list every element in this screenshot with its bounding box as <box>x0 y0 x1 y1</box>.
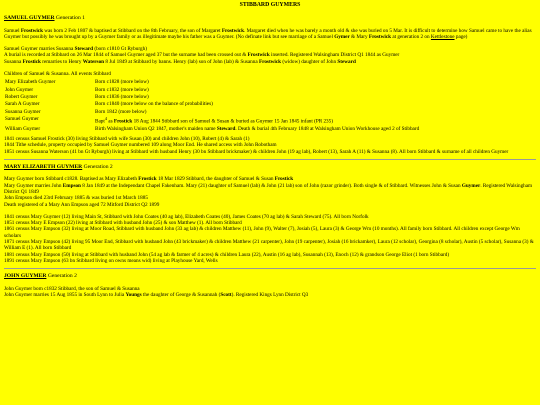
text-run: Samuel <box>4 27 21 34</box>
child-name: Susanna Guymer <box>5 108 41 115</box>
text-run: page) <box>454 33 468 40</box>
text-run: ). Registered Kings Lynn District Q3 <box>231 291 309 298</box>
text-run: at generation 2 on <box>391 33 431 40</box>
text-run: John Guymer marries 15 Aug 1855 in South Lynn to Julia <box>4 291 126 298</box>
text-run: 8 Jul 1849 at Stibbard by banns. Henry (lab) son of John (lab) & Susanna <box>104 58 259 65</box>
census-line: 1861 census Mary Empson (32) living at Moor Road, Stibbard with husband John (33 ag lab) & children Matthew (11), John (9), Walter (7), Josiah (5), Laura (3) & George Wm (10 months). All family born Stibbard. All children except George Wm scholars <box>4 226 520 239</box>
text-run: John Empson died 23rd February 1885 & was buried 1st March 1885 <box>4 195 148 202</box>
emphasised-surname: Steward <box>74 46 94 53</box>
text-run: A burial is recorded at Stibbard on 26 Mar 1844 of Samuel Guymer aged 37 but the surname had been crossed out & <box>4 52 248 59</box>
child-detail <box>94 101 516 108</box>
text-run: Born 1842 (more below) <box>95 108 147 115</box>
census-line: 1841 census Samuel Frostick (30) living Stibbard with wife Susan (30) and children John (10), Robert (4) & Sarah (1) <box>4 136 250 143</box>
emphasised-surname: Scott <box>220 291 232 298</box>
child-name: Sarah A Guymer <box>5 101 40 108</box>
child-name: John Guymer <box>5 86 34 93</box>
paragraph <box>4 28 536 41</box>
text-run: was born 2 Feb 1807 & baptised at Stibbard on the 8th February, the son of Margaret <box>42 27 222 34</box>
text-run: . Registered Walsingham District Q1 1849 <box>4 182 533 195</box>
section-divider <box>4 159 536 160</box>
census-line: 1851 census Mary E Empson (22) living at Stibbard with husband John (25) & son Matthew (1). All born Stibbard <box>4 220 242 227</box>
child-row <box>4 101 516 108</box>
census-line: 1891 census Mary Empson (63 bn Stibbard living on owns means wid) living at Playhouse Yard, Wells <box>4 257 218 264</box>
person-name: SAMUEL GUYMER <box>4 15 55 22</box>
child-name: William Guymer <box>5 125 41 132</box>
text-run: Born c1840 (more below on the balance of probabilities) <box>95 101 213 108</box>
child-detail <box>94 109 516 116</box>
emphasised-surname: Frostwick <box>247 52 270 59</box>
children-table <box>4 79 516 133</box>
john-guymer-section <box>4 273 536 298</box>
census-line: 1871 census Mary Empson (42) living 95 Moor End, Stibbard with husband John (43 brickmaker) & children Matthew (21 carpenter), John (19 carpenter), Josiah (16 brickamker), Laura (12 scholar), Georgina (8 scholar), Austin (5 scholar), Susanna (3) & William E (1). All born Stibbard <box>4 239 534 252</box>
census-line: 1881 census Mary Empson (50) living at Stibbard with husband John (54 ag lab & farmer of 4 acres) & children Laura (22), Austin (16 ag lab), Susannah (13), Enoch (12) & grandson George Eliot (1 born Stibbard) <box>4 251 450 258</box>
mary-elizabeth-guymer-section <box>4 164 536 264</box>
emphasised-surname: Waterson <box>82 58 105 65</box>
person-name: MARY ELIZABETH GUYMER <box>4 164 83 171</box>
text-run: & Mary <box>349 33 369 40</box>
text-run: 8 Jan 1849 at the Independant Chapel Fakenham. Mary (21) daughter of Samuel (lab) & John (21 lab) son of John (razor grinder). Both single & of Stibbard. Witnesses John & Susan <box>80 182 462 189</box>
text-run: John Guymer born c1832 Stibbard, the son of Samuel & Susanna <box>4 285 140 292</box>
emphasised-surname: Frostwick <box>368 33 392 40</box>
text-run: Bapt <box>95 118 105 125</box>
john-biography <box>4 286 536 299</box>
person-name: JOHN GUYMER <box>4 273 47 280</box>
child-name: Samuel Guymer <box>5 115 39 122</box>
text-run: (born c1810 Gt Ryburgh) <box>93 46 147 53</box>
samuel-census-records <box>4 136 536 155</box>
section-divider <box>4 268 536 269</box>
child-row <box>4 109 516 116</box>
link-text[interactable]: Kettlestone <box>430 33 455 40</box>
child-detail <box>94 87 516 94</box>
text-run: . Death & burial 4th February 1848 at Walsingham Union Workhouse aged 2 of Stibbard <box>235 125 420 132</box>
emphasised-surname: Frostwick <box>258 58 282 65</box>
emphasised-surname: Empson <box>62 182 81 189</box>
child-name: Robert Guymer <box>5 93 38 100</box>
emphasised-surname: Frostick <box>138 176 157 183</box>
child-row <box>4 87 516 94</box>
census-line: 1851 census Susanna Waterson (41 bn Gt Ryburgh) living at Stibbard with husband Henry (30 bn Stibbard brickmaker) & children John (19 ag lab), Robert (13), Sarah A (11) & Susanna (8). All born Stibbard & surname of all children Guymer <box>4 148 509 155</box>
text-run: 4 <box>104 115 107 121</box>
samuel-biography <box>4 28 536 41</box>
paragraph <box>4 183 536 196</box>
text-run: Birth Walsingham Union Q2 1847, mother's maiden name <box>95 125 217 132</box>
emphasised-surname: Steward <box>216 125 236 132</box>
generation-label: Generation 2 <box>47 273 77 280</box>
child-detail <box>94 79 516 86</box>
child-detail <box>94 116 516 126</box>
text-run: Born c1836 (more below) <box>95 93 149 100</box>
text-run: 18 Mar 1829 Stibbard, the daughter of Samuel & Susan <box>156 176 275 183</box>
child-detail <box>94 126 516 133</box>
emphasised-surname: Guymer <box>461 182 481 189</box>
generation-label: Generation 1 <box>55 15 85 22</box>
emphasised-surname: Frostick <box>113 118 133 125</box>
text-run: remarries to Henry <box>40 58 83 65</box>
samuel-marriage-text <box>4 46 536 65</box>
child-row <box>4 79 516 86</box>
text-run: Mary Guymer born Stibbard c1828. Baptised as Mary Elizabeth <box>4 176 139 183</box>
child-name: Mary Elizabeth Guymer <box>5 79 56 86</box>
text-run: Susanna <box>4 58 23 65</box>
generation-label: Generation 2 <box>83 164 113 171</box>
text-run: Death registered of a Mary Ann Empson aged 72 Mitford District Q2 1899 <box>4 201 160 208</box>
text-run: 18 Aug 1844 Stibbard son of Samuel & Susan & buried as Guymer 15 Jan 1845 infant (PR 235) <box>132 118 333 125</box>
mary-census-records <box>4 214 536 264</box>
emphasised-surname: Steward <box>337 58 356 65</box>
mary-biography <box>4 176 536 207</box>
paragraph <box>4 292 536 298</box>
text-run: Born c1828 (more below) <box>95 79 149 86</box>
emphasised-surname: Frostwick <box>221 27 244 34</box>
text-run: Mary Guymer marries John <box>4 182 63 189</box>
text-run: . Margaret died when he was barely a month old & she was buried on 5 Mar. It is difficult to determine how Samuel came to have the alias Guymer but possibly he was brought up by a Guymer family or as illegitimate maybe his father was a Guymer. (No definate link but see marriage of a Samuel <box>4 27 532 40</box>
child-row <box>4 126 516 133</box>
text-run: inserted. Registered Walsingham District Q1 1844 as Guymer <box>269 52 400 59</box>
census-line: 1841 census Mary Guymer (12) living Main St, Stibbard with John Coates (40 ag lab), Elizabeth Coates (40), James Coates (70 ag lab) & Sarah Steward (75). All born Norfolk <box>4 213 369 220</box>
emphasised-surname: Frostick <box>274 176 294 183</box>
text-run: Samuel Guymer marries Susanna <box>4 46 75 53</box>
emphasised-surname: Youngs <box>125 291 142 298</box>
children-intro: Children of Samuel & Susanna. All events Stibbard <box>4 71 111 78</box>
text-run: (widow) daughter of John <box>281 58 338 65</box>
page-title: STIBBARD GUYMERS <box>239 2 301 8</box>
samuel-guymer-section <box>4 15 536 155</box>
census-line: 1844 Tithe schedule, property occupied by Samuel Guymer numbered 109 along Moor End. He shared access with John Robotham <box>4 142 277 149</box>
text-run: the daughter of George & Susannah ( <box>141 291 221 298</box>
child-row <box>4 116 516 126</box>
child-row <box>4 94 516 101</box>
emphasised-surname: Frostwick <box>20 27 43 34</box>
emphasised-surname: Frostick <box>22 58 41 65</box>
text-run: as <box>106 118 114 125</box>
emphasised-surname: Gymer <box>334 33 350 40</box>
text-run: Born c1832 (more below) <box>95 86 149 93</box>
